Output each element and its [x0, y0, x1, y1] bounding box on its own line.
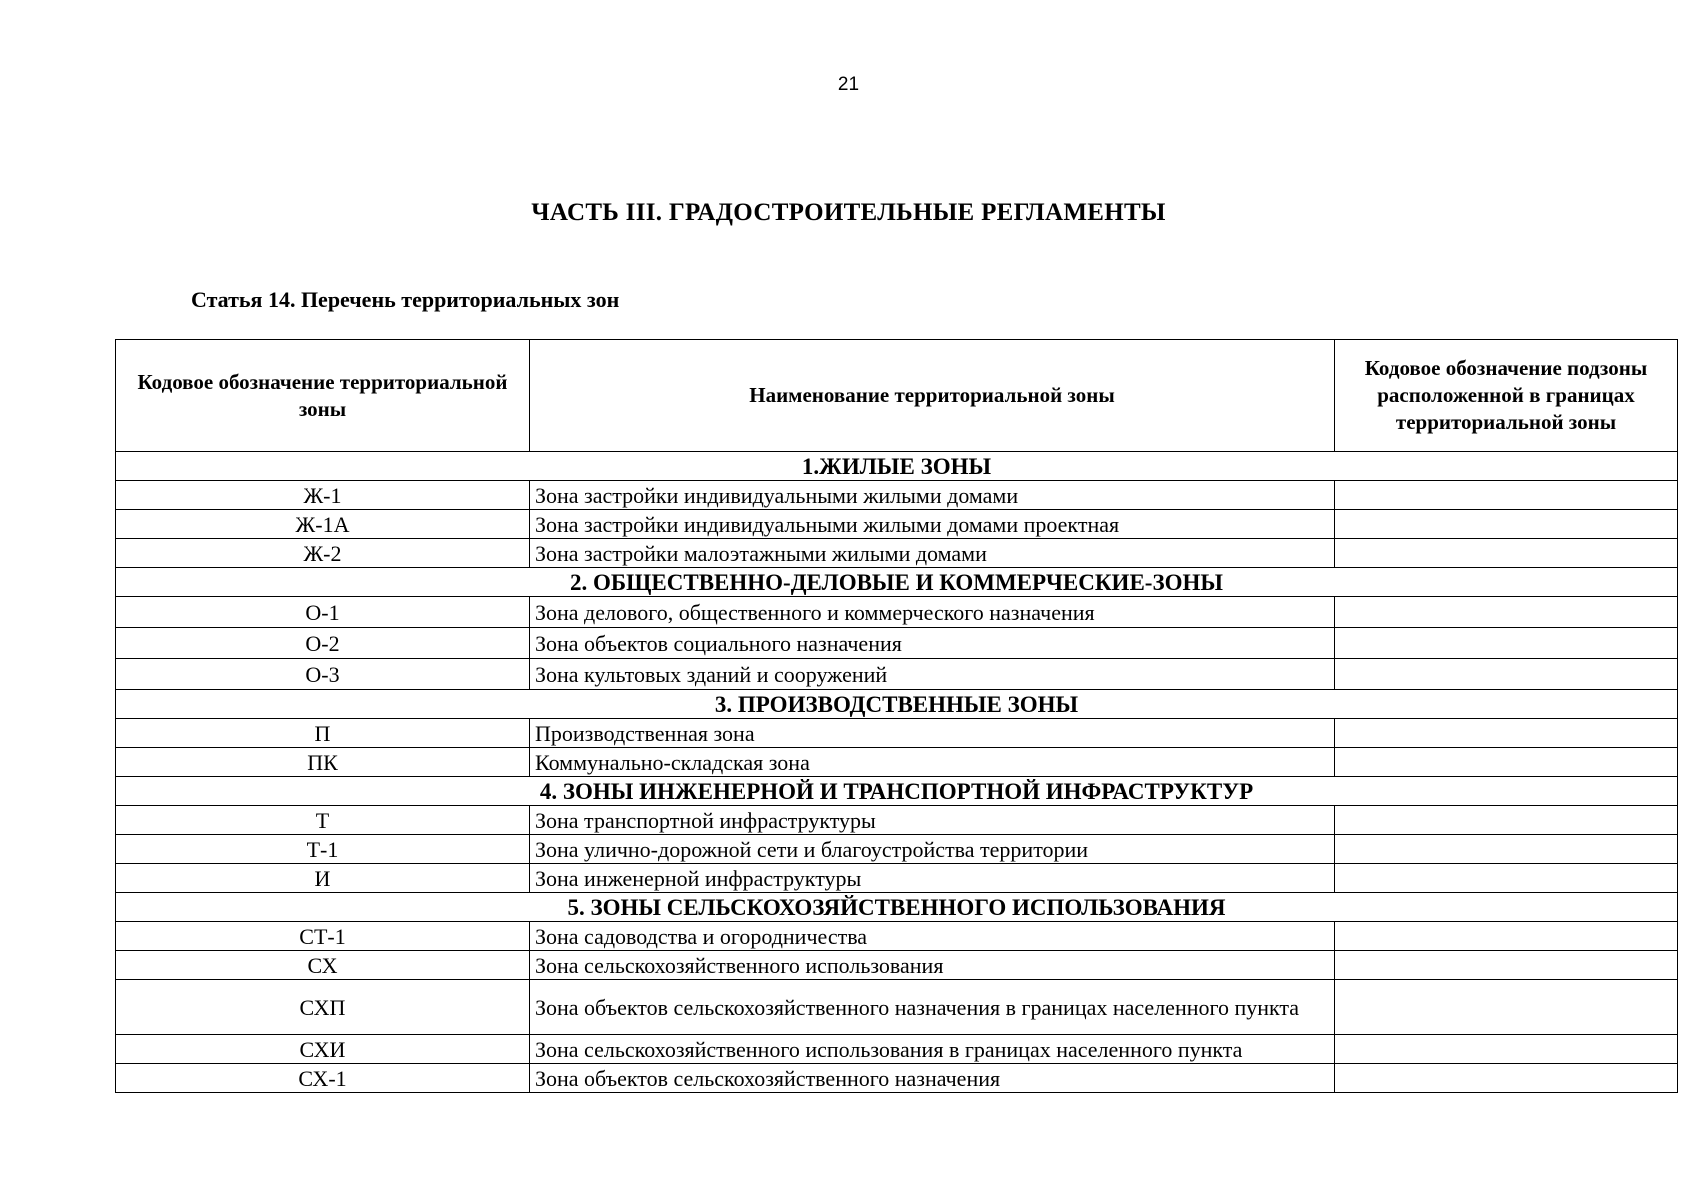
page-number: 21 [837, 74, 860, 95]
section-title: 2. ОБЩЕСТВЕННО-ДЕЛОВЫЕ И КОММЕРЧЕСКИЕ-ЗОНЫ [116, 568, 1678, 597]
zone-code: П [116, 719, 530, 748]
header-name: Наименование территориальной зоны [530, 340, 1335, 452]
section-row [116, 568, 1678, 597]
section-row [116, 893, 1678, 922]
zone-subzone [1335, 659, 1678, 690]
zone-code: Т [116, 806, 530, 835]
zone-subzone [1335, 748, 1678, 777]
zone-name: Коммунально-складская зона [530, 748, 1335, 777]
section-title: 3. ПРОИЗВОДСТВЕННЫЕ ЗОНЫ [116, 690, 1678, 719]
table-row [116, 510, 1678, 539]
table-row [116, 597, 1678, 628]
zone-subzone [1335, 597, 1678, 628]
zone-code: СХИ [116, 1035, 530, 1064]
table-row [116, 980, 1678, 1035]
zone-subzone [1335, 835, 1678, 864]
table-row [116, 1064, 1678, 1093]
header-code: Кодовое обозначение территориальной зоны [116, 340, 530, 452]
territorial-zones-table [115, 339, 1678, 1093]
zone-code: СХ-1 [116, 1064, 530, 1093]
zone-code: О-3 [116, 659, 530, 690]
zone-subzone [1335, 1064, 1678, 1093]
article-title: Статья 14. Перечень территориальных зон [191, 287, 620, 312]
section-title: 5. ЗОНЫ СЕЛЬСКОХОЗЯЙСТВЕННОГО ИСПОЛЬЗОВАНИЯ [116, 893, 1678, 922]
zone-name: Зона культовых зданий и сооружений [530, 659, 1335, 690]
header-subzone: Кодовое обозначение подзоны расположенной в границах территориальной зоны [1335, 340, 1678, 452]
zone-subzone [1335, 1035, 1678, 1064]
zone-name: Зона делового, общественного и коммерческого назначения [530, 597, 1335, 628]
section-title: 1.ЖИЛЫЕ ЗОНЫ [116, 452, 1678, 481]
zone-name: Зона улично-дорожной сети и благоустройства территории [530, 835, 1335, 864]
zone-name: Зона садоводства и огородничества [530, 922, 1335, 951]
zone-name: Зона объектов сельскохозяйственного назначения в границах населенного пункта [530, 980, 1335, 1035]
part-title: ЧАСТЬ III. ГРАДОСТРОИТЕЛЬНЫЕ РЕГЛАМЕНТЫ [531, 199, 1166, 226]
table-row [116, 835, 1678, 864]
zone-code: СХ [116, 951, 530, 980]
zone-code: О-2 [116, 628, 530, 659]
zone-code: ПК [116, 748, 530, 777]
table-row [116, 719, 1678, 748]
zone-name: Зона транспортной инфраструктуры [530, 806, 1335, 835]
zone-subzone [1335, 980, 1678, 1035]
zone-code: Ж-1 [116, 481, 530, 510]
zone-name: Производственная зона [530, 719, 1335, 748]
zone-code: И [116, 864, 530, 893]
zone-name: Зона застройки индивидуальными жилыми домами [530, 481, 1335, 510]
zone-code: СТ-1 [116, 922, 530, 951]
zone-subzone [1335, 481, 1678, 510]
zone-subzone [1335, 864, 1678, 893]
table-row [116, 922, 1678, 951]
zone-code: Ж-1А [116, 510, 530, 539]
zone-subzone [1335, 510, 1678, 539]
section-title: 4. ЗОНЫ ИНЖЕНЕРНОЙ И ТРАНСПОРТНОЙ ИНФРАСТРУКТУР [116, 777, 1678, 806]
section-row [116, 777, 1678, 806]
zone-name: Зона инженерной инфраструктуры [530, 864, 1335, 893]
section-row [116, 452, 1678, 481]
table-row [116, 748, 1678, 777]
zone-subzone [1335, 806, 1678, 835]
zone-subzone [1335, 951, 1678, 980]
zone-subzone [1335, 539, 1678, 568]
zone-subzone [1335, 922, 1678, 951]
zone-code: О-1 [116, 597, 530, 628]
table-row [116, 1035, 1678, 1064]
table-header-row [116, 340, 1678, 452]
zone-name: Зона застройки малоэтажными жилыми домами [530, 539, 1335, 568]
section-row [116, 690, 1678, 719]
zone-name: Зона объектов социального назначения [530, 628, 1335, 659]
table-row [116, 864, 1678, 893]
table-row [116, 806, 1678, 835]
table-row [116, 539, 1678, 568]
zone-subzone [1335, 628, 1678, 659]
zone-subzone [1335, 719, 1678, 748]
table-row [116, 628, 1678, 659]
table-row [116, 951, 1678, 980]
zone-code: Ж-2 [116, 539, 530, 568]
table-row [116, 481, 1678, 510]
zone-name: Зона сельскохозяйственного использования в границах населенного пункта [530, 1035, 1335, 1064]
zone-name: Зона сельскохозяйственного использования [530, 951, 1335, 980]
zone-code: Т-1 [116, 835, 530, 864]
zone-name: Зона объектов сельскохозяйственного назначения [530, 1064, 1335, 1093]
zone-name: Зона застройки индивидуальными жилыми домами проектная [530, 510, 1335, 539]
zone-code: СХП [116, 980, 530, 1035]
table-row [116, 659, 1678, 690]
